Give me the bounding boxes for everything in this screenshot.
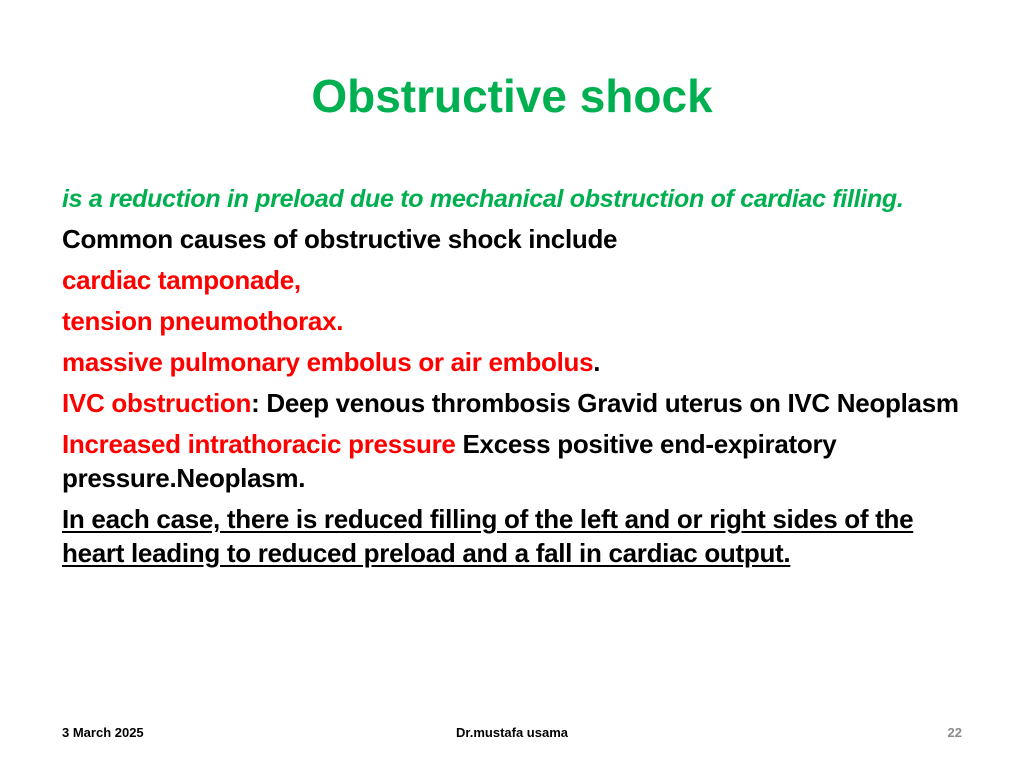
cause-intrathoracic-line (62, 427, 962, 495)
cause-intrathoracic-label: Increased intrathoracic pressure (62, 429, 456, 459)
slide-body (62, 183, 962, 577)
cause-embolus-line (62, 345, 962, 379)
conclusion-text: In each case, there is reduced filling of the left and or right sides of the heart leading to reduced preload and a fall in cardiac output. (62, 504, 914, 568)
cause-ivc-line (62, 386, 962, 420)
cause-embolus-period: . (593, 347, 601, 377)
cause-tension-pneumothorax: tension pneumothorax. (62, 306, 344, 336)
definition-text: is a reduction in preload due to mechanical obstruction of cardiac filling. (62, 185, 904, 213)
page-number: 22 (947, 725, 962, 740)
cause-ivc-detail: : Deep venous thrombosis Gravid uterus on IVC Neoplasm (251, 388, 959, 418)
slide-title: Obstructive shock (311, 70, 713, 122)
footer-author: Dr.mustafa usama (456, 725, 568, 740)
causes-heading: Common causes of obstructive shock include (62, 224, 618, 254)
cause-ivc-label: IVC obstruction (62, 388, 252, 418)
cause-cardiac-tamponade: cardiac tamponade, (62, 265, 301, 295)
cause-embolus: massive pulmonary embolus or air embolus (62, 347, 594, 377)
footer-date: 3 March 2025 (62, 725, 144, 740)
cause-intrathoracic-detail: Excess positive end-expiratory pressure.Neoplasm. (62, 429, 837, 493)
